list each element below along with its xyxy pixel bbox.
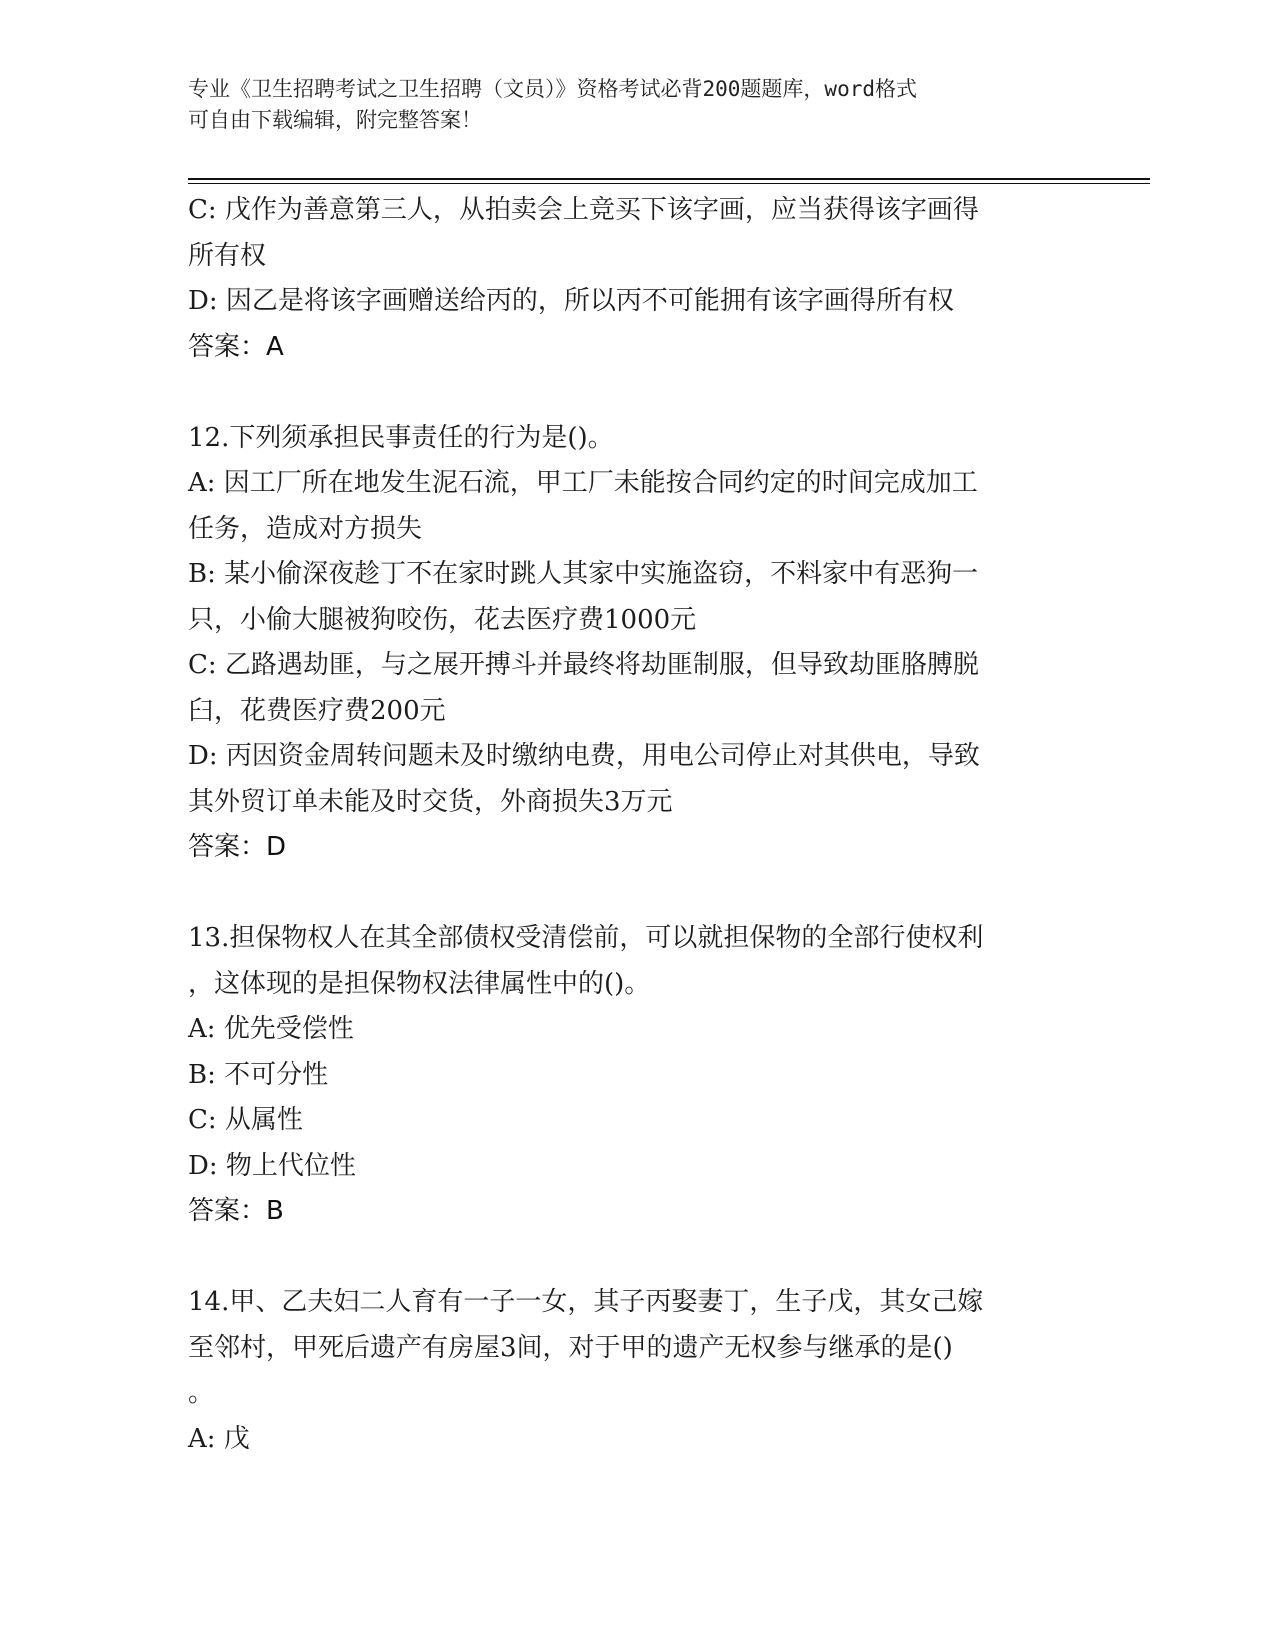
option-d-line-2: 其外贸订单未能及时交货，外商损失3万元 (188, 786, 673, 817)
option-a-line-2: 任务，造成对方损失 (188, 513, 423, 544)
option-c: C: 从属性 (188, 1105, 303, 1135)
question-stem: 12.下列须承担民事责任的行为是()。 (188, 422, 614, 453)
option-b-line-2: 只，小偷大腿被狗咬伤，花去医疗费1000元 (188, 604, 697, 635)
option-b-line-1: B: 某小偷深夜趁丁不在家时跳人其家中实施盗窃，不料家中有恶狗一 (188, 559, 979, 589)
question-11 (188, 188, 1068, 370)
question-12 (188, 416, 1068, 871)
question-content (188, 188, 1068, 1462)
question-14 (188, 1280, 1068, 1462)
page-header (188, 74, 1068, 136)
question-stem-line-2: ，这体现的是担保物权法律属性中的()。 (188, 968, 651, 999)
question-stem-line-3: 。 (188, 1378, 215, 1408)
question-stem-line-1: 14.甲、乙夫妇二人育有一子一女，其子丙娶妻丁，生子戊，其女己嫁 (188, 1287, 984, 1317)
option-a-line-1: A: 因工厂所在地发生泥石流，甲工厂未能按合同约定的时间完成加工 (188, 468, 978, 498)
answer: 答案：B (188, 1196, 284, 1226)
option-c-line-1: C: 乙路遇劫匪，与之展开搏斗并最终将劫匪制服，但导致劫匪胳膊脱 (188, 650, 979, 680)
option-b: B: 不可分性 (188, 1059, 329, 1090)
option-d: D: 物上代位性 (188, 1150, 356, 1181)
option-c-line-2: 臼，花费医疗费200元 (188, 695, 446, 726)
option-c-line-2: 所有权 (188, 240, 267, 271)
header-title-line-1: 专业《卫生招聘考试之卫生招聘（文员）》资格考试必背200题题库，word格式 (188, 77, 917, 101)
answer: 答案：A (188, 331, 284, 362)
spacer (188, 370, 1068, 416)
option-a: A: 戊 (188, 1423, 250, 1454)
header-divider-thin (188, 183, 1150, 184)
header-divider-thick (188, 178, 1150, 180)
header-title-line-2: 可自由下载编辑，附完整答案！ (188, 108, 482, 132)
option-a: A: 优先受偿性 (188, 1014, 354, 1044)
option-c-line-1: C: 戊作为善意第三人，从拍卖会上竞买下该字画，应当获得该字画得 (188, 195, 979, 225)
spacer (188, 1235, 1068, 1281)
answer: 答案：D (188, 832, 287, 862)
question-stem-line-1: 13.担保物权人在其全部债权受清偿前，可以就担保物的全部行使权利 (188, 923, 984, 953)
question-stem-line-2: 至邻村，甲死后遗产有房屋3间，对于甲的遗产无权参与继承的是() (188, 1332, 953, 1363)
spacer (188, 871, 1068, 917)
option-d: D: 因乙是将该字画赠送给丙的，所以丙不可能拥有该字画得所有权 (188, 286, 954, 316)
option-d-line-1: D: 丙因资金周转问题未及时缴纳电费，用电公司停止对其供电，导致 (188, 741, 980, 771)
question-13 (188, 916, 1068, 1235)
